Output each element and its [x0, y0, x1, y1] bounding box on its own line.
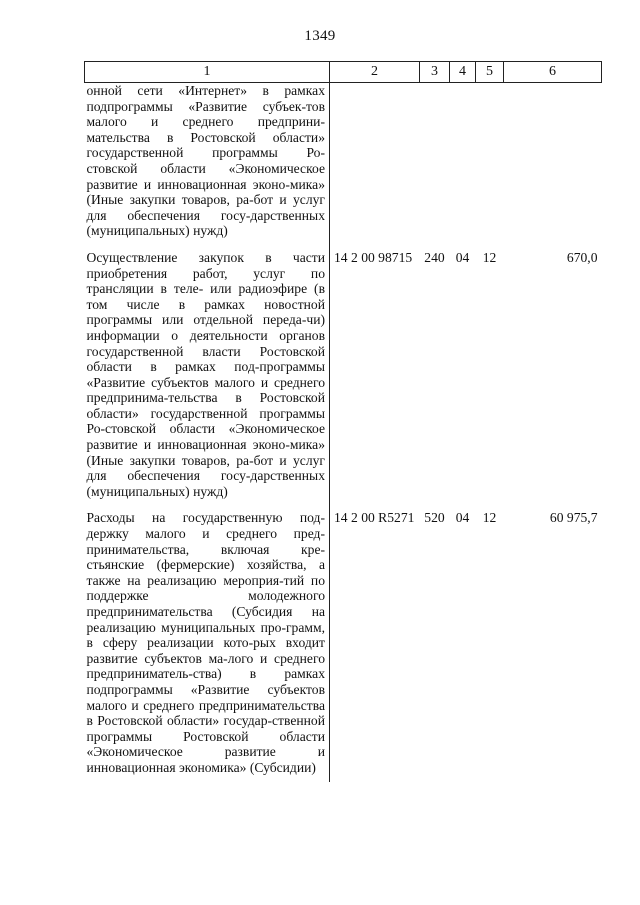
- row-target-article: 14 2 00 R5271: [334, 510, 415, 526]
- row-description: онной сети «Интернет» в рамках подпрограммы «Развитие субъек-тов малого и среднего предприни-мательства в Ростовской области» государственной программы Ро-стовской области «Экономическое развитие и инновационная эконо-мика» (Иные закупки товаров, ра-бот и услуг для обеспечения госу-дарственных (муниципальных) нужд): [85, 83, 330, 245]
- row-amount: 60 975,7: [549, 510, 598, 526]
- column-header-6: 6: [504, 62, 602, 83]
- table-row: [85, 83, 602, 245]
- budget-table: [84, 61, 602, 782]
- row-target-article: 14 2 00 98715: [334, 249, 413, 265]
- row-expense-type: [420, 83, 450, 245]
- row-description: Осуществление закупок в части приобретения работ, услуг по трансляции в теле- или радиоэфире (в том числе в рамках новостной программы или отдельной переда-чи) информации о деятельности органов государственной власти Ростовской области в рамках под-программы «Развитие субъектов малого и среднего предпринима-тельства в Ростовской области» государственной программы Ро-стовской области «Экономическое развитие и инновационная эконо-мика» (Иные закупки товаров, ра-бот и услуг для обеспечения госу-дарственных (муниципальных) нужд): [85, 245, 330, 506]
- table-header: [85, 62, 602, 83]
- table-row: [85, 505, 602, 781]
- row-section: 04: [455, 510, 470, 526]
- row-subsection: 12: [482, 249, 497, 265]
- row-subsection: 12: [482, 510, 497, 526]
- row-amount: [504, 83, 602, 245]
- row-target-article: [330, 83, 420, 245]
- column-header-4: 4: [450, 62, 476, 83]
- table-body: [85, 83, 602, 782]
- row-amount: 670,0: [566, 249, 598, 265]
- column-header-1: 1: [85, 62, 330, 83]
- table-row: [85, 245, 602, 506]
- row-expense-type: 240: [424, 249, 445, 265]
- row-subsection: [476, 83, 504, 245]
- column-header-3: 3: [420, 62, 450, 83]
- row-expense-type: 520: [424, 510, 445, 526]
- row-section: 04: [455, 249, 470, 265]
- row-description: Расходы на государственную под-держку малого и среднего пред-принимательства, включая кре-стьянские (фермерские) хозяйства, а также на реализацию мероприя-тий по поддержке молодежного предпринимательства (Субсидия на реализацию муниципальных про-грамм, в сферу реализации кото-рых входит развитие субъектов ма-лого и среднего предприниматель-ства) в рамках подпрограммы «Развитие субъектов малого и среднего предпринимательства в Ростовской области» государ-ственной программы Ростовской области «Экономическое развитие и инновационная экономика» (Субсидии): [85, 505, 330, 781]
- row-section: [450, 83, 476, 245]
- page-number: 1349: [304, 28, 336, 44]
- column-header-5: 5: [476, 62, 504, 83]
- column-header-2: 2: [330, 62, 420, 83]
- header-row: [85, 62, 602, 83]
